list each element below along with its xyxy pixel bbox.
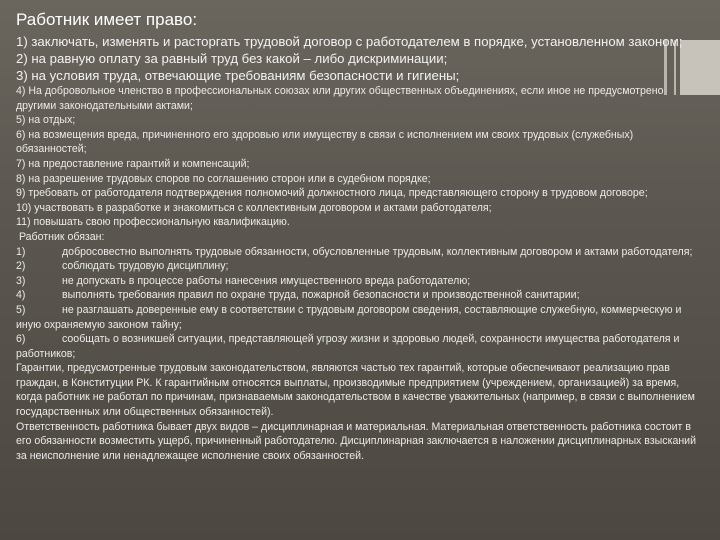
duty-number: 2) — [16, 260, 26, 273]
duty-number: 4) — [16, 289, 26, 302]
responsibility-paragraph: Ответственность работника бывает двух видов – дисциплинарная и материальная. Материальная ответственность работника состоит в его обязанности возместить ущерб, причиненный работодателю. Дисциплинарная заключается в наложении дисциплинарных взысканий за неисполнение или ненадлежащее исполнение своих обязанностей. — [16, 420, 697, 462]
duty-number: 1) — [16, 245, 26, 258]
duty-text: добросовестно выполнять трудовые обязанности, обусловленные трудовым, коллективным договором и актами работодателя; — [62, 245, 693, 258]
right-item: 3) на условия труда, отвечающие требованиям безопасности и гигиены; — [16, 68, 460, 83]
duties-heading: Работник обязан: — [16, 230, 105, 243]
right-item: 4) На добровольное членство в профессиональных союзах или других общественных объединениях, если иное не предусмотрено другими законодательными актами; — [16, 85, 664, 112]
right-item: 1) заключать, изменять и расторгать трудовой договор с работодателем в порядке, установленном законом; — [16, 34, 683, 49]
right-item: 10) участвовать в разработке и знакомиться с коллективным договором и актами работодателя; — [16, 201, 492, 214]
duty-number: 3) — [16, 274, 26, 287]
duty-item — [16, 303, 698, 332]
slide-title: Работник имеет право: — [16, 10, 198, 29]
duty-text: сообщать о возникшей ситуации, представляющей угрозу жизни и здоровью людей, сохранности имущества работодателя и работников; — [16, 333, 680, 360]
duty-item — [16, 259, 698, 274]
right-item: 9) требовать от работодателя подтверждения полномочий должностного лица, представляющего сторону в трудовом договоре; — [16, 187, 648, 200]
duty-text: не допускать в процессе работы нанесения имущественного вреда работодателю; — [62, 274, 471, 287]
right-item: 5) на отдых; — [16, 114, 76, 127]
guarantees-paragraph: Гарантии, предусмотренные трудовым законодательством, являются частью тех гарантий, которые обеспечивают реализацию прав граждан, в Конституции РК. К гарантийным относятся выплаты, производимые предприятием (учреждением, организацией) за время, когда работник не работал по причинам, признаваемым законодательством в качестве уважительных (например, в связи с выполнением государственных или общественных обязанностей). — [16, 362, 695, 419]
right-item: 6) на возмещения вреда, причиненного его здоровью или имуществу в связи с исполнением им своих трудовых (служебных) обязанностей; — [16, 128, 634, 156]
right-item: 7) на предоставление гарантий и компенсаций; — [16, 157, 250, 170]
duty-number: 6) — [16, 333, 26, 346]
duty-text: не разглашать доверенные ему в соответствии с трудовым договором сведения, составляющие служебную, коммерческую и иную охраняемую законом тайну; — [16, 303, 682, 331]
duty-number: 5) — [16, 303, 26, 316]
right-item: 11) повышать свою профессиональную квалификацию. — [16, 216, 290, 229]
duty-item — [16, 288, 698, 303]
duty-item — [16, 332, 698, 361]
slide-content — [16, 33, 698, 463]
duty-text: выполнять требования правил по охране труда, пожарной безопасности и производственной санитарии; — [62, 289, 580, 302]
right-item: 8) на разрешение трудовых споров по соглашению сторон или в судебном порядке; — [16, 172, 431, 185]
rights-main-list — [16, 33, 698, 84]
duty-text: соблюдать трудовую дисциплину; — [62, 260, 229, 273]
duty-item — [16, 274, 698, 289]
duty-item — [16, 245, 698, 260]
rights-more-list — [16, 84, 698, 463]
right-item: 2) на равную оплату за равный труд без какой – либо дискриминации; — [16, 51, 448, 66]
